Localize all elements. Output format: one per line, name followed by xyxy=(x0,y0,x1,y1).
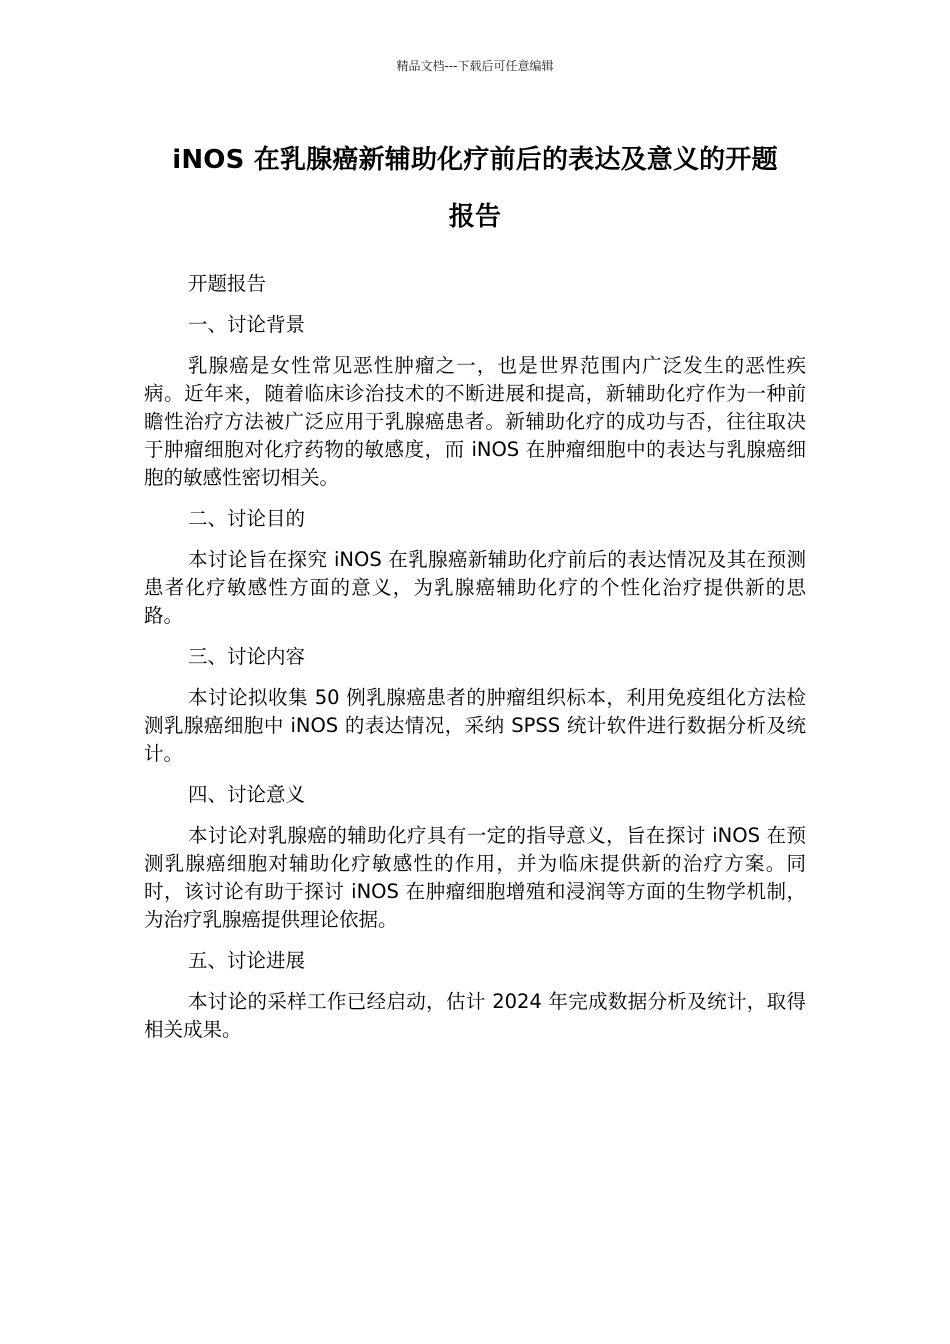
content-paragraph: 本讨论拟收集 50 例乳腺癌患者的肿瘤组织标本，利用免疫组化方法检测乳腺癌细胞中 iNOS 的表达情况，采纳 SPSS 统计软件进行数据分析及统计。 xyxy=(144,686,806,765)
progress-heading: 五、讨论进展 xyxy=(188,949,306,972)
title-line-2: 报告 xyxy=(448,202,502,232)
document-body xyxy=(144,270,806,1057)
header-note: 精品文档---下载后可任意编辑 xyxy=(396,59,554,73)
background-heading: 一、讨论背景 xyxy=(188,313,306,336)
purpose-paragraph: 本讨论旨在探究 iNOS 在乳腺癌新辅助化疗前后的表达情况及其在预测患者化疗敏感性方面的意义，为乳腺癌辅助化疗的个性化治疗提供新的思路。 xyxy=(144,548,806,627)
title-line-1: iNOS 在乳腺癌新辅助化疗前后的表达及意义的开题 xyxy=(172,145,778,175)
significance-heading: 四、讨论意义 xyxy=(188,783,306,806)
content-heading: 三、讨论内容 xyxy=(188,645,306,668)
significance-paragraph: 本讨论对乳腺癌的辅助化疗具有一定的指导意义，旨在探讨 iNOS 在预测乳腺癌细胞对辅助化疗敏感性的作用，并为临床提供新的治疗方案。同时，该讨论有助于探讨 iNOS 在肿瘤细胞增殖和浸润等方面的生物学机制，为治疗乳腺癌提供理论依据。 xyxy=(144,824,806,931)
section-label: 开题报告 xyxy=(188,272,267,295)
document-title xyxy=(145,132,805,246)
progress-paragraph: 本讨论的采样工作已经启动，估计 2024 年完成数据分析及统计，取得相关成果。 xyxy=(144,990,806,1041)
background-paragraph: 乳腺癌是女性常见恶性肿瘤之一，也是世界范围内广泛发生的恶性疾病。近年来，随着临床诊治技术的不断进展和提高，新辅助化疗作为一种前瞻性治疗方法被广泛应用于乳腺癌患者。新辅助化疗的成功与否，往往取决于肿瘤细胞对化疗药物的敏感度，而 iNOS 在肿瘤细胞中的表达与乳腺癌细胞的敏感性密切相关。 xyxy=(144,354,806,489)
purpose-heading: 二、讨论目的 xyxy=(188,507,306,530)
